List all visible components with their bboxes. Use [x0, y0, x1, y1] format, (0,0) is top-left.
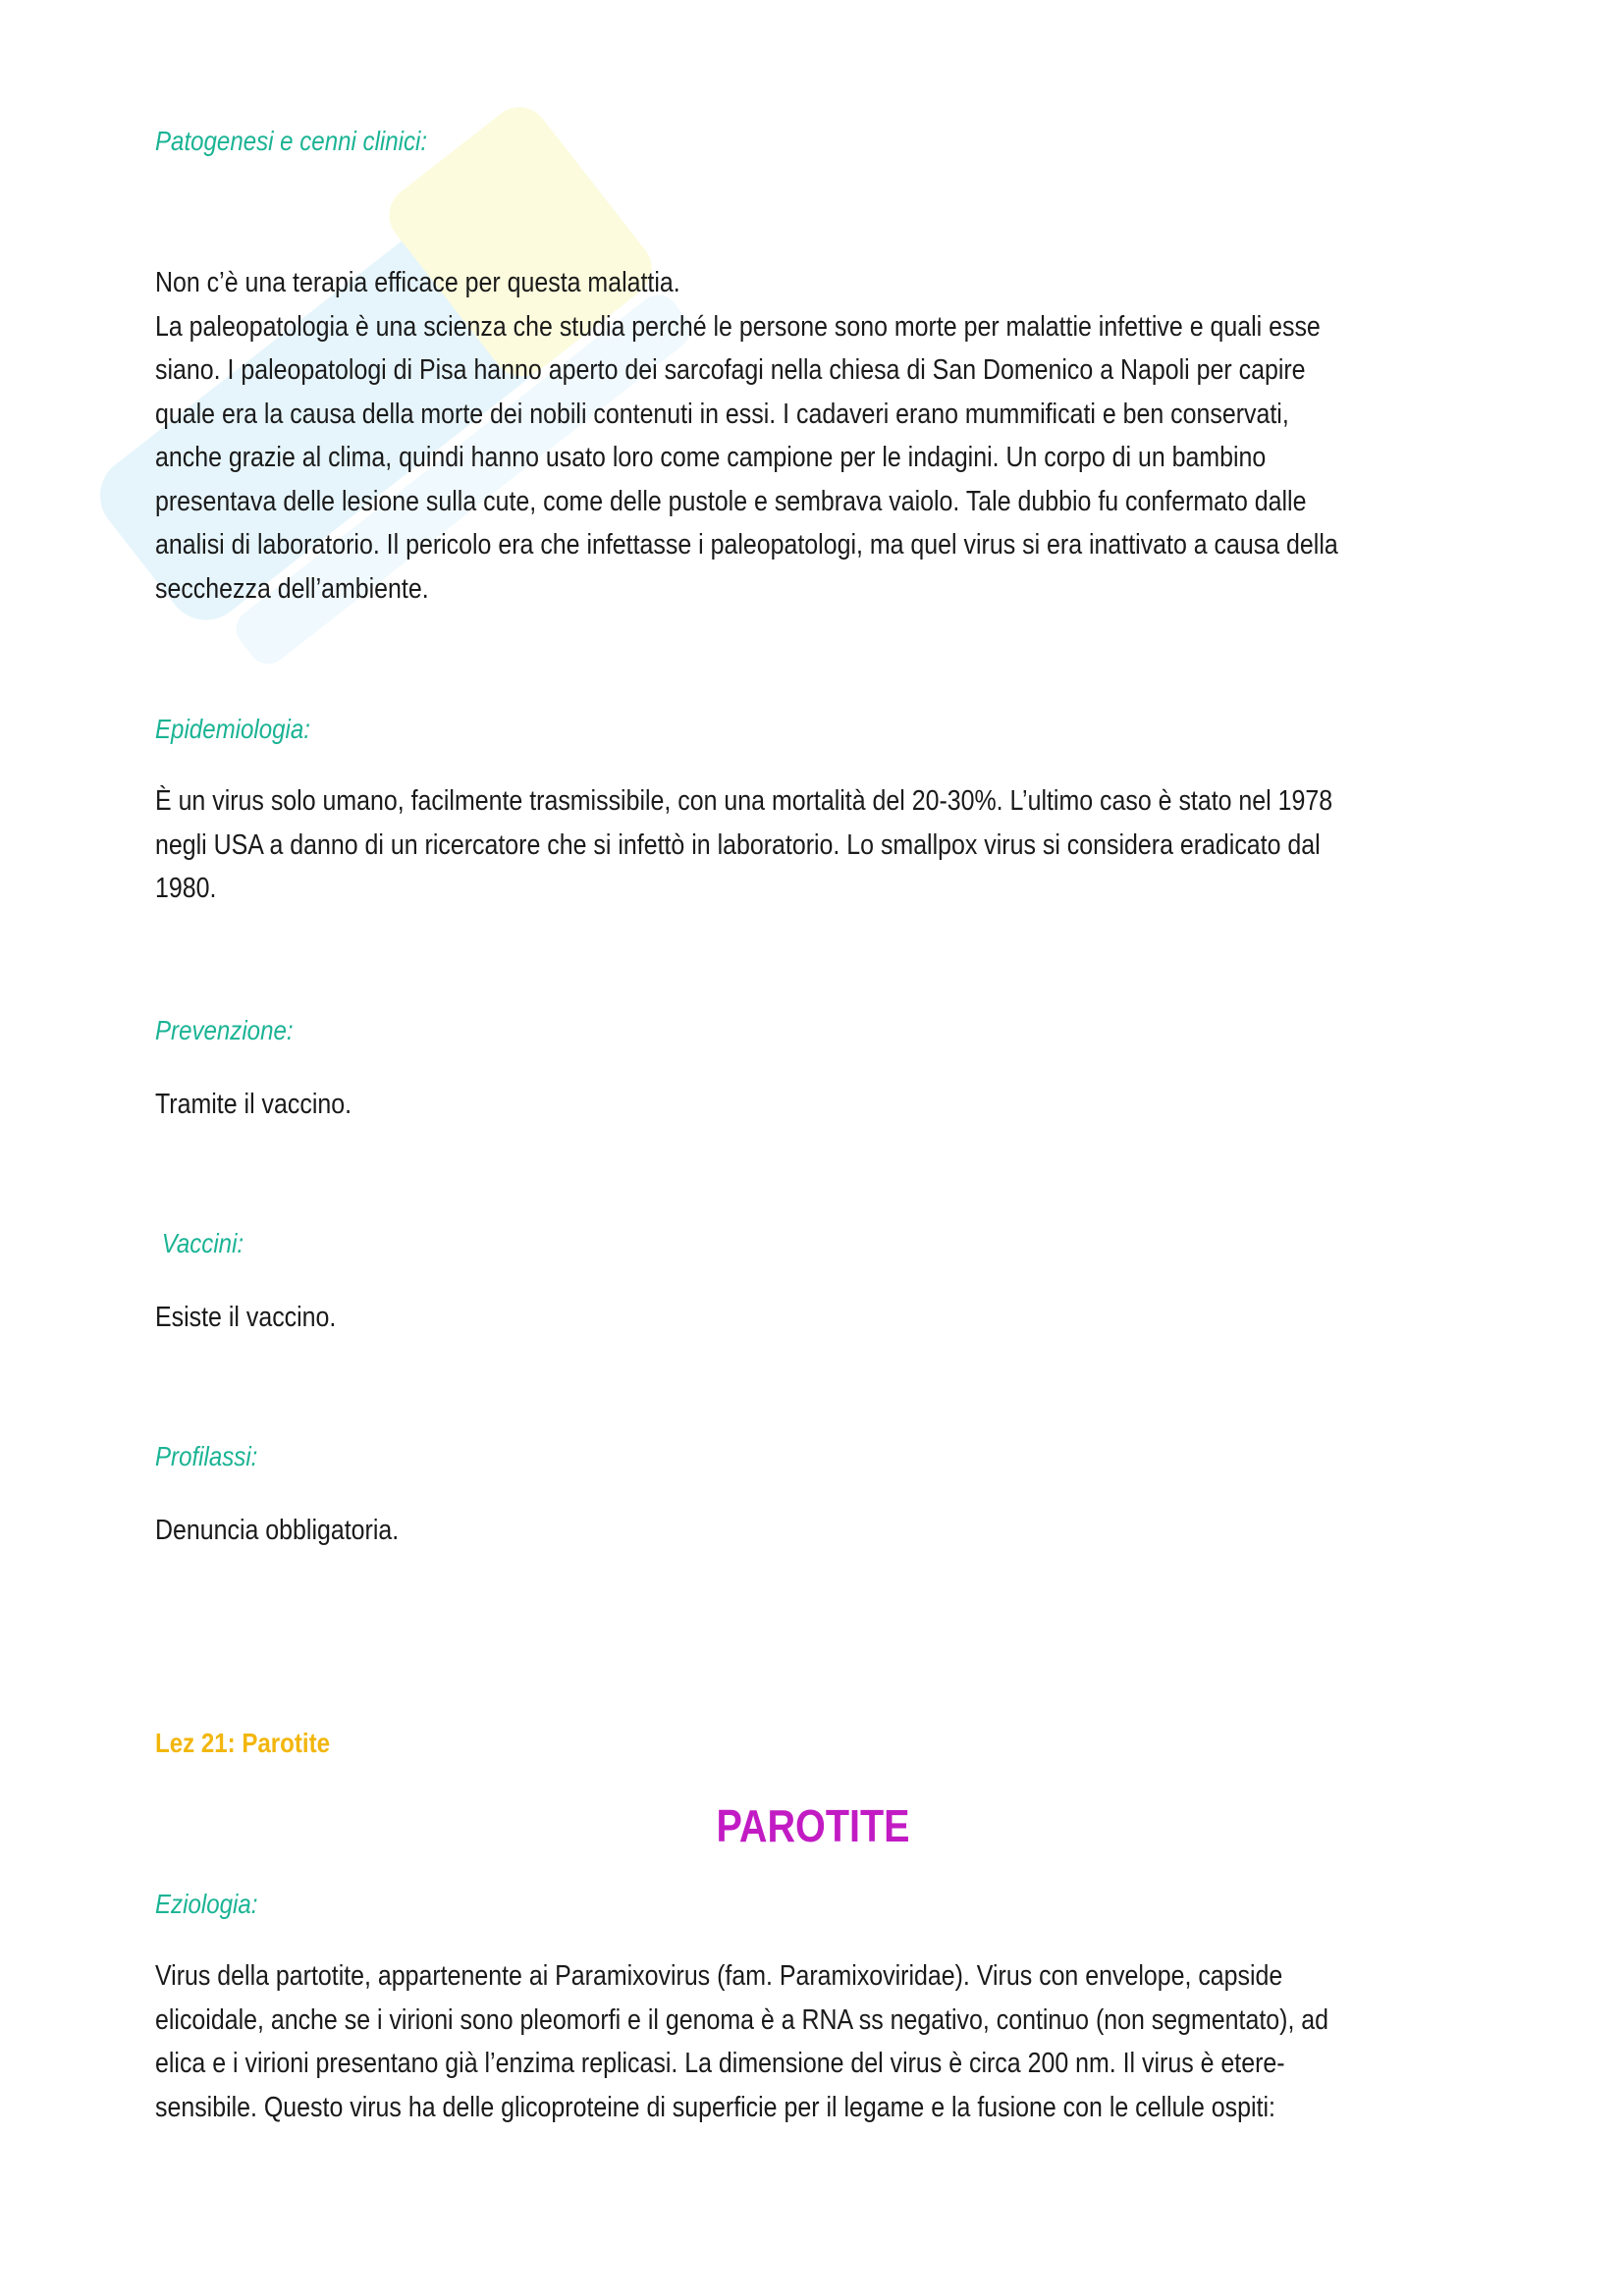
text-line: 1980.: [155, 873, 217, 904]
section-heading-prevenzione: Prevenzione:: [155, 1015, 294, 1045]
paragraph-patogenesi: [155, 261, 1471, 611]
paragraph-prevenzione: [155, 1083, 1471, 1127]
paragraph-epidemiologia: [155, 779, 1471, 911]
text-line: anche grazie al clima, quindi hanno usato loro come campione per le indagini. Un corpo di un bambino: [155, 442, 1267, 473]
text-line: Denuncia obbligatoria.: [155, 1515, 400, 1546]
lesson-label: Lez 21: Parotite: [155, 1728, 330, 1758]
section-heading-vaccini: Vaccini:: [155, 1228, 244, 1258]
section-heading-patogenesi: Patogenesi e cenni clinici:: [155, 126, 428, 156]
section-heading-eziologia: Eziologia:: [155, 1889, 258, 1919]
text-line: secchezza dell’ambiente.: [155, 572, 429, 605]
paragraph-vaccini: [155, 1296, 1471, 1340]
paragraph-profilassi: [155, 1509, 1471, 1553]
text-line: sensibile. Questo virus ha delle glicoproteine di superficie per il legame e la fusione con le cellule ospiti:: [155, 2091, 1275, 2123]
text-line: La paleopatologia è una scienza che studia perché le persone sono morte per malattie infettive e quali esse: [155, 310, 1321, 343]
text-line: elica e i virioni presentano già l’enzima replicasi. La dimensione del virus è circa 200 nm. Il virus è etere-: [155, 2048, 1285, 2079]
text-line: È un virus solo umano, facilmente trasmissibile, con una mortalità del 20-30%. L’ultimo caso è stato nel 1978: [155, 785, 1333, 817]
text-line: siano. I paleopatologi di Pisa hanno aperto dei sarcofagi nella chiesa di San Domenico a Napoli per capire: [155, 354, 1306, 386]
text-line: Non c’è una terapia efficace per questa malattia.: [155, 267, 680, 298]
text-line: Esiste il vaccino.: [155, 1302, 337, 1333]
text-line: elicoidale, anche se i virioni sono pleomorfi e il genoma è a RNA ss negativo, continuo (non segmentato), ad: [155, 2003, 1329, 2036]
paragraph-eziologia: [155, 1954, 1471, 2129]
text-line: analisi di laboratorio. Il pericolo era che infettasse i paleopatologi, ma quel virus si era inattivato a causa della: [155, 529, 1338, 561]
text-line: Virus della partotite, appartenente ai Paramixovirus (fam. Paramixoviridae). Virus con envelope, capside: [155, 1960, 1283, 1992]
section-heading-profilassi: Profilassi:: [155, 1441, 258, 1471]
text-line: Tramite il vaccino.: [155, 1089, 352, 1120]
text-line: quale era la causa della morte dei nobili contenuti in essi. I cadaveri erano mummificati e ben conservati,: [155, 398, 1289, 430]
page-title: PAROTITE: [716, 1800, 910, 1851]
text-line: presentava delle lesione sulla cute, come delle pustole e sembrava vaiolo. Tale dubbio fu confermato dalle: [155, 485, 1307, 517]
section-heading-epidemiologia: Epidemiologia:: [155, 714, 310, 744]
text-line: negli USA a danno di un ricercatore che si infettò in laboratorio. Lo smallpox virus si considera eradicato dal: [155, 828, 1321, 861]
